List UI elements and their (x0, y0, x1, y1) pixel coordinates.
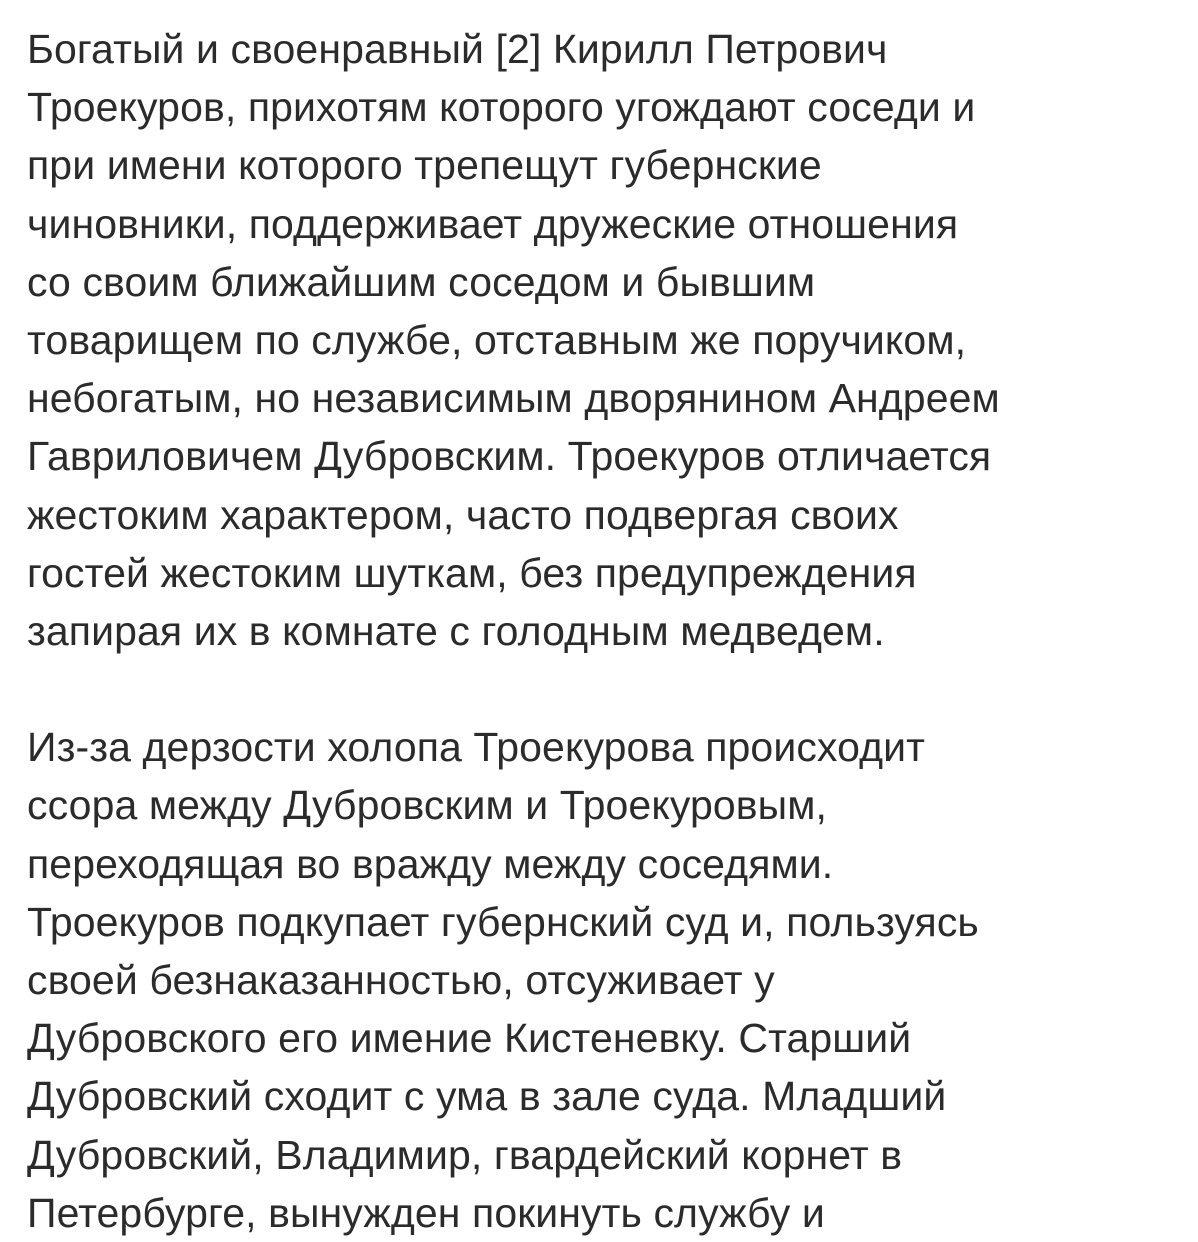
text-line: Из-за дерзости холопа Троекурова происходит (27, 724, 925, 771)
text-line: Троекуров подкупает губернский суд и, пользуясь (27, 898, 979, 945)
text-line: Гавриловичем Дубровским. Троекуров отличается (27, 433, 992, 480)
text-line: товарищем по службе, отставным же поручиком, (27, 316, 967, 363)
text-line: чиновники, поддерживает дружеские отношения (27, 200, 959, 247)
text-line: своей безнаказанностью, отсуживает у (27, 957, 775, 1003)
text-line: гостей жестоким шуткам, без предупреждения (27, 549, 917, 596)
paragraph-gap (27, 660, 1187, 718)
text-line: Петербурге, вынужден покинуть службу и (27, 1189, 825, 1236)
text-line: со своим ближайшим соседом и бывшим (27, 258, 816, 305)
paragraph-1 (27, 20, 1187, 660)
text-line: Богатый и своенравный [2] Кирилл Петрович (27, 26, 888, 72)
text-line: при имени которого трепещут губернские (27, 142, 822, 189)
text-line: Троекуров, прихотям которого угождают соседи и (27, 84, 976, 131)
text-line: жестоким характером, часто подвергая своих (27, 491, 899, 538)
text-line: переходящая во вражду между соседями. (27, 840, 834, 887)
text-line: Дубровского его имение Кистеневку. Старший (27, 1015, 912, 1062)
article-text (27, 20, 1187, 1242)
text-line: ссора между Дубровским и Троекуровым, (27, 782, 827, 829)
text-line: Дубровский сходит с ума в зале суда. Младший (27, 1073, 947, 1120)
paragraph-2 (27, 718, 1187, 1242)
text-line: небогатым, но независимым дворянином Андреем (27, 375, 1000, 422)
text-line: запирая их в комнате с голодным медведем. (27, 607, 885, 654)
text-line: Дубровский, Владимир, гвардейский корнет в (27, 1131, 903, 1178)
